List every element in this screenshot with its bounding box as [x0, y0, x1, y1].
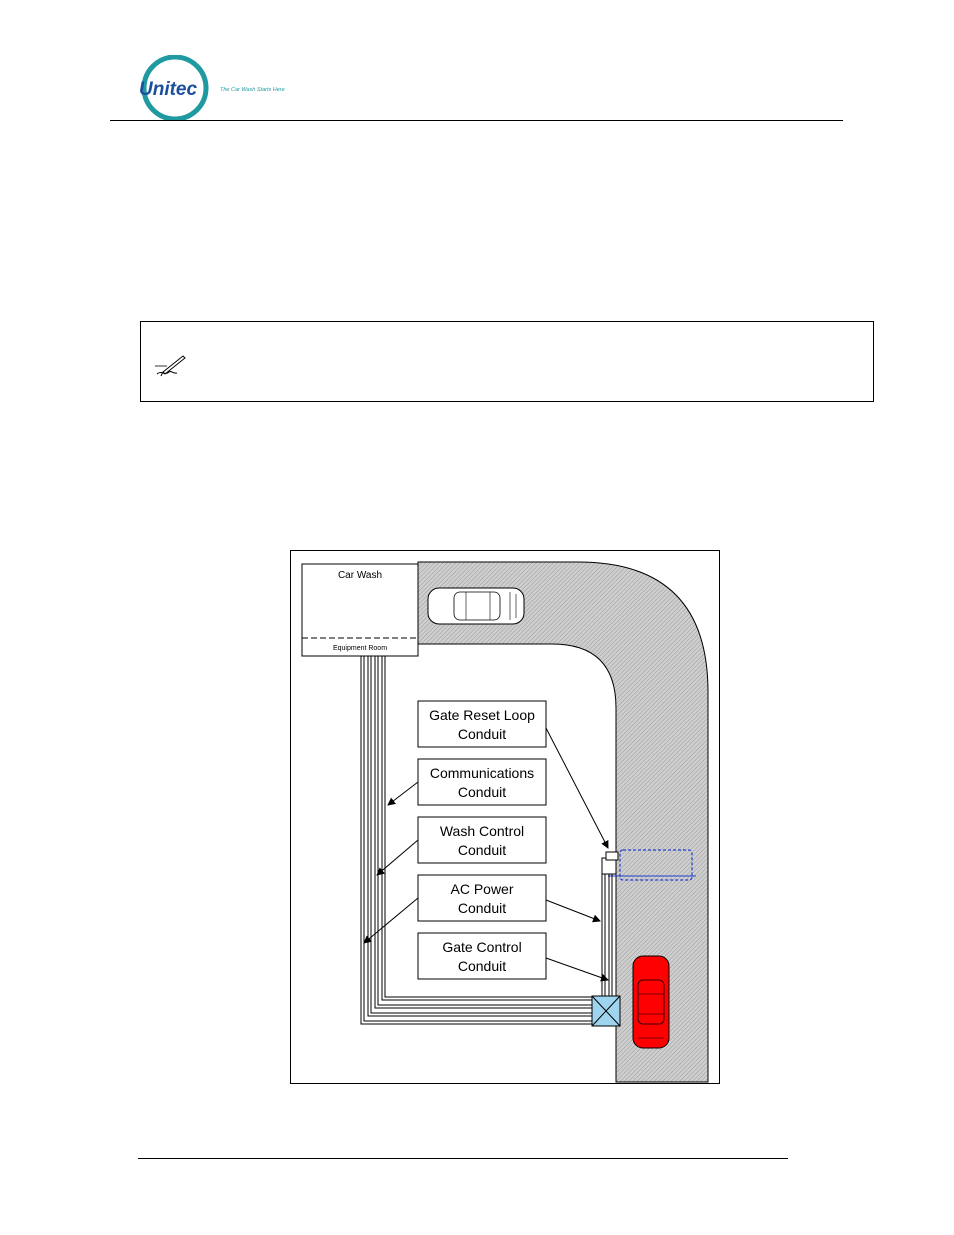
site-layout-diagram [290, 550, 720, 1084]
callout-line1: Gate Reset Loop [429, 707, 535, 723]
footer-rule [138, 1158, 788, 1159]
callout-line2: Conduit [457, 726, 507, 742]
callout-line2: Conduit [457, 842, 507, 858]
equipment-room-label: Equipment Room [332, 645, 388, 652]
logo-text: Unitec [139, 79, 198, 100]
callout-line1: Communications [429, 765, 535, 781]
callout-ac-power [418, 875, 546, 921]
unitec-logo [138, 55, 298, 121]
callout-line1: Gate Control [442, 939, 522, 955]
white-car [428, 588, 524, 624]
red-car [633, 956, 669, 1048]
callout-wash-control [418, 817, 546, 863]
callout-gate-control [418, 933, 546, 979]
note-box [140, 321, 874, 402]
callout-line2: Conduit [457, 900, 507, 916]
callout-line1: AC Power [450, 881, 514, 897]
header-rule [110, 120, 843, 121]
callout-gate-reset-loop [418, 701, 546, 747]
car-wash-label: Car Wash [337, 570, 383, 581]
junction-box [592, 996, 620, 1026]
gate-pedestal-top [606, 852, 618, 860]
pen-note-icon [153, 352, 189, 380]
callout-communications [418, 759, 546, 805]
callout-line1: Wash Control [439, 823, 525, 839]
callout-line2: Conduit [457, 784, 507, 800]
callout-line2: Conduit [457, 958, 507, 974]
logo-tagline: The Car Wash Starts Here [220, 87, 285, 93]
